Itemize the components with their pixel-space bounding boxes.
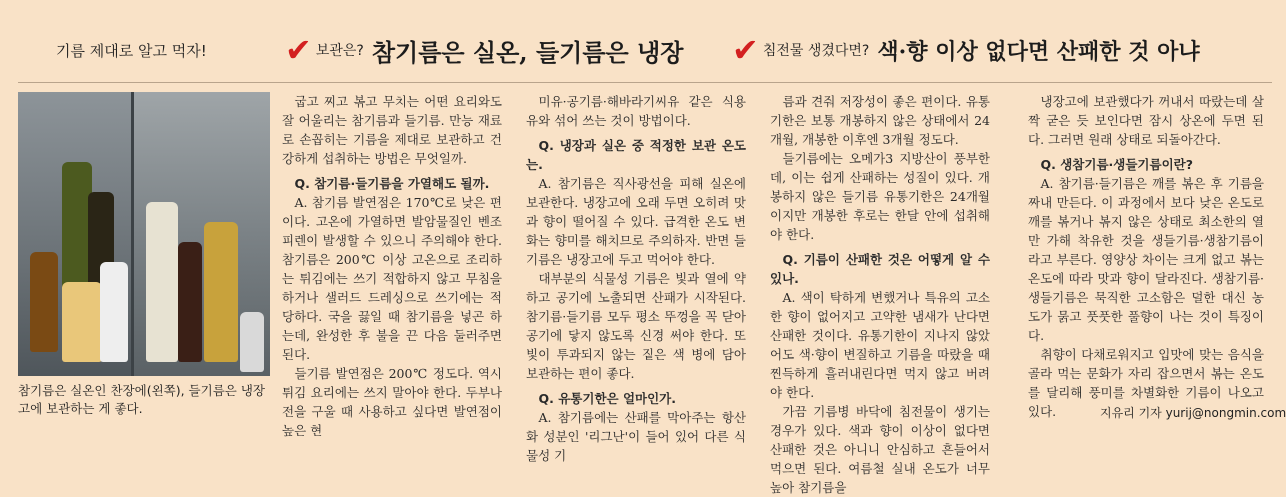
paragraph: A. 색이 탁하게 변했거나 특유의 고소한 향이 없어지고 고약한 냄새가 난다면 산패한 것이다. 유통기한이 지나지 않았어도 색·향이 변질하고 기름을 따랐을 때 찐득하게 흘러내린다면 먹지 않고 버려야 한다. <box>770 290 990 400</box>
question-heading: Q. 참기름·들기름을 가열해도 될까. <box>294 176 490 191</box>
paragraph: 냉장고에 보관했다가 꺼내서 따랐는데 살짝 굳은 듯 보인다면 잠시 상온에 두면 된다. 그러면 원래 상태로 되돌아간다. <box>1028 94 1264 147</box>
question-heading: Q. 냉장과 실온 중 적정한 보관 온도는. <box>526 138 746 172</box>
bottle-shape <box>100 262 128 362</box>
headline-label: 보관은? <box>315 43 364 59</box>
bottle-shape <box>62 282 102 362</box>
paragraph: A. 참기름·들기름은 깨를 볶은 후 기름을 짜내 만든다. 이 과정에서 보다 낮은 온도로 깨를 볶거나 볶지 않은 상태로 최소한의 열만 가해 착유한 것을 생들기름·생참기름이라고 부른다. 영양상 차이는 크게 없고 볶는 온도에 따라 맛과 향이 달라진다. 생참기름·생들기름은 묵직한 고소함은 덜한 대신 농도가 묽고 풋풋한 풀향이 나는 것이 특징이다. <box>1028 176 1264 343</box>
paragraph: 취향이 다채로워지고 입맛에 맞는 음식을 골라 먹는 문화가 자리 잡으면서 볶는 온도를 달리해 풍미를 차별화한 기름이 나오고 있다. <box>1028 347 1264 419</box>
bottle-shape <box>240 312 264 372</box>
article-column-2 <box>526 92 746 463</box>
checkmark-icon: ✔ <box>285 31 312 69</box>
paragraph: 들기름에는 오메가3 지방산이 풍부한데, 이는 쉽게 산패하는 성질이 있다. 개봉하지 않은 들기름 유통기한은 24개월이지만 개봉한 후로는 한달 안에 섭취해야 한다. <box>770 151 990 242</box>
question-heading: Q. 유통기한은 얼마인가. <box>538 391 677 406</box>
bottle-shape <box>204 222 238 362</box>
question-heading: Q. 생참기름·생들기름이란? <box>1040 157 1193 172</box>
bottle-shape <box>30 252 58 352</box>
bottle-shape <box>178 242 202 362</box>
photo-caption: 참기름은 실온인 찬장에(왼쪽), 들기름은 냉장고에 보관하는 게 좋다. <box>18 383 265 416</box>
section-kicker: 기름 제대로 알고 먹자! <box>56 42 207 60</box>
paragraph: 대부분의 식물성 기름은 빛과 열에 약하고 공기에 노출되면 산패가 시작된다. 참기름·들기름 모두 평소 뚜껑을 꼭 닫아 공기에 닿지 않도록 신경 써야 한다. 또 빛이 투과되지 않는 짙은 색 병에 담아 보관하는 편이 좋다. <box>526 271 746 381</box>
checkmark-icon: ✔ <box>732 31 759 69</box>
paragraph: A. 참기름 발연점은 170℃로 낮은 편이다. 고온에 가열하면 발암물질인 벤조피렌이 발생할 수 있으니 주의해야 한다. 참기름은 200℃ 이상 고온으로 조리하는 튀김에는 쓰기 적합하지 않고 무침을 하거나 샐러드 드레싱으로 쓰기에는 적당하다. 국을 끓일 때 참기름을 넣곤 하는데, 완성한 후 불을 끈 다음 둘러주면 된다. <box>282 195 502 362</box>
paragraph: 름과 견줘 저장성이 좋은 편이다. 유통기한은 보통 개봉하지 않은 상태에서 24개월, 개봉한 이후엔 3개월 정도다. <box>770 94 990 147</box>
paragraph: 가끔 기름병 바닥에 침전물이 생기는 경우가 있다. 색과 향이 이상이 없다면 산패한 것은 아니니 안심하고 흔들어서 먹으면 된다. 여름철 실내 온도가 너무 높아 참기름을 <box>770 404 990 495</box>
question-heading: Q. 기름이 산패한 것은 어떻게 알 수 있나. <box>770 252 990 286</box>
paragraph: A. 참기름은 직사광선을 피해 실온에 보관한다. 냉장고에 오래 두면 오히려 맛과 향이 떨어질 수 있다. 급격한 온도 변화는 향미를 해치므로 주의하자. 반면 들기름은 냉장고에 두고 먹어야 한다. <box>526 176 746 267</box>
oil-storage-photo <box>18 92 270 376</box>
headline-storage <box>285 28 683 72</box>
headline-title: 참기름은 실온, 들기름은 냉장 <box>371 37 684 67</box>
header-divider <box>18 82 1272 83</box>
paragraph: A. 참기름에는 산패를 막아주는 항산화 성분인 '리그난'이 들어 있어 다른 식물성 기 <box>526 410 746 463</box>
article-column-3 <box>770 92 990 495</box>
bottle-shape <box>146 202 178 362</box>
headline-sediment <box>732 28 1200 72</box>
paragraph: 들기름 발연점은 200℃ 정도다. 역시 튀김 요리에는 쓰지 말아야 한다. 두부나 전을 구울 때 사용하고 싶다면 발연점이 높은 현 <box>282 366 502 438</box>
headline-title: 색·향 이상 없다면 산패한 것 아냐 <box>877 38 1200 65</box>
article-column-1 <box>282 92 502 438</box>
reporter-byline: 지유리 기자 yurij@nongmin.com <box>1100 406 1286 420</box>
paragraph: 굽고 찌고 볶고 무치는 어떤 요리와도 잘 어울리는 참기름과 들기름. 만능 재료로 손꼽히는 기름을 제대로 보관하고 건강하게 섭취하는 방법은 무엇일까. <box>282 94 502 166</box>
headline-label: 침전물 생겼다면? <box>762 43 870 59</box>
article-column-4 <box>1028 92 1264 424</box>
paragraph: 미유·공기름·해바라기씨유 같은 식용유와 섞어 쓰는 것이 방법이다. <box>526 94 746 128</box>
